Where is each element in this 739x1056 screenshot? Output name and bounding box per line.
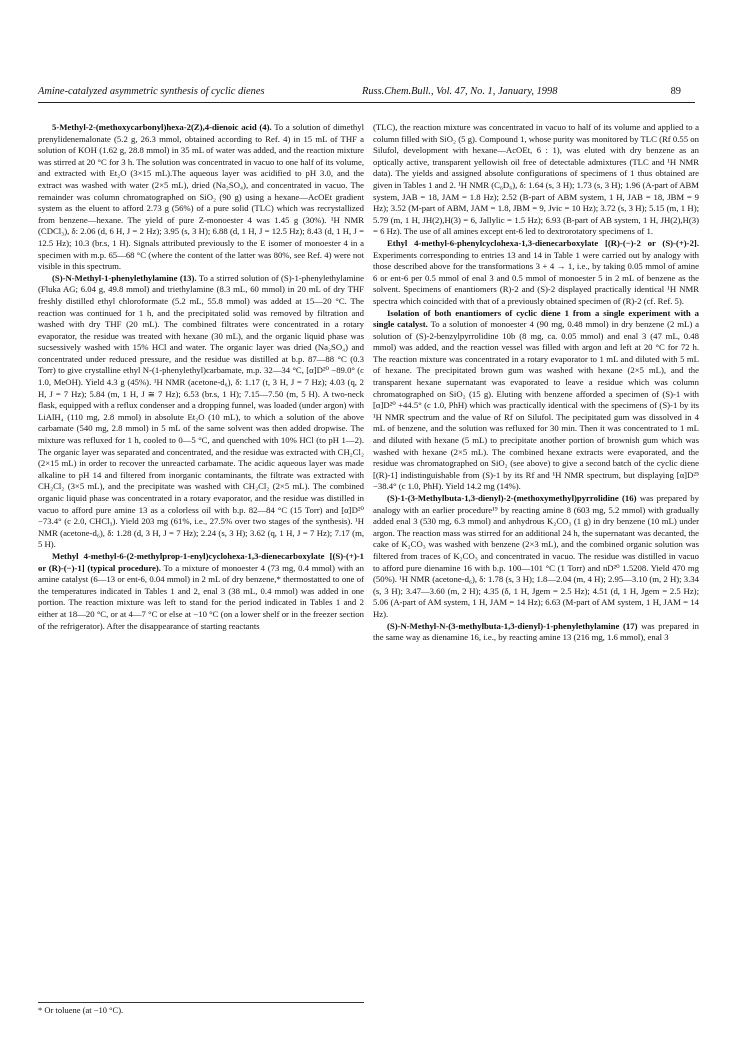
left-column	[38, 122, 364, 1022]
paragraph-text: To a solution of dimethyl prenylidenemalonate (5.2 g, 26.3 mmol, obtained according to Ref. 4) in 15 mL of THF a solution of KOH (1.62 g, 28.8 mmol) in 35 mL of water was added, and the reaction mixture was stirred at 20 °C for 3 h. The solution was concentrated in vacuo to one half of its volume, and extracted with Et₂O (3×15 mL).The aqueous layer was acidified to pH 3.0, and the extract was washed with water (2×5 mL), dried (Na₂SO₄), and concentrated in vacuo. The remainder was column chromatographed on SiO₂ (90 g) using a hexane—AcOEt gradient system as the eluent to afford 2.73 g (56%) of a pure solid (TLC) which was recrystallized from benzene—hexane. The yield of pure Z-monoester 4 was 1.45 g (30%). ¹H NMR (CDCl₃), δ: 2.06 (d, 6 H, J = 2 Hz); 3.95 (s, 3 H); 6.88 (d, 1 H, J = 12.5 Hz); 8.43 (d, 1 H, J = 12.5 Hz); 10.3 (br.s, 1 H). Signals attributed previously to the E isomer of monoester 4 in a specimen with m.p. 65—68 °C (where the content of the latter was 80%, see Ref. 4) were not visible in this spectrum.	[38, 122, 364, 272]
paragraph-text: To a mixture of monoester 4 (73 mg, 0.4 mmol) with an amine catalyst (6—13 or ent-6, 0.04 mmol) in 2 mL of dry benzene,* thermostatted to one of the temperatures indicated in Tables 1 and 2, enal 3 (38 mL, 0.4 mmol) was added in one portion. The reaction mixture was left to stand for the period indicated in Tables 1 and 2 either at 18—20 °C, or at 4—7 °C or else at −10 °C (on a lower shelf or in the freezer section of the refrigerator). After the disappearance of starting reactants	[38, 562, 364, 631]
paragraph-text: To a stirred solution of (S)-1-phenylethylamine (Fluka AG; 6.04 g, 49.8 mmol) and triethylamine (8.3 mL, 60 mmol) in 20 mL of dry THF freshly distilled ethyl chloroformate (5.2 mL, 55.8 mmol) was added at 15—20 °C. The reaction was continued for 1 h, and the precipitated solid was removed by filtration and washed with dry THF (20 mL). The combined filtrates were concentrated in a rotary evaporator, the residue was treated with hexane (30 mL), and the organic liquid phase was sucsessively washed with 15% HCl and water. The organic layer was dried (Na₂SO₄) and concentrated under reduced pressure, and the residue was distilled at b.p. 87—88 °C (0.3 Torr) to give crystalline ethyl N-(1-phenylethyl)carbamate, m.p. 32—34 °C, [α]D²⁰ −89.0° (c 1.0, MeOH). Yield 4.3 g (45%). ¹H NMR (acetone-d₆), δ: 1.17 (t, 3 H, J = 7 Hz); 4.03 (q, 2 H, J = 7 Hz); 5.84 (m, 1 H, J ≅ 7 Hz); 6.53 (br.s, 1 H); 7.15—7.50 (m, 5 H). A two-neck flask, equipped with a reflux condenser and a dropping funnel, was loaded (under argon) with LiAlH₄ (110 mg, 2.8 mmol) in absolute Et₂O (10 mL), to which a solution of the above carbamate (540 mg, 2.8 mmol) in 5 mL of the same solvent was then added dropwise. The mixture was refluxed for 1 h, cooled to 0—5 °C, and quenched with 10% HCl (to pH 1—2). The organic layer was separated and concentrated, and the residue was extracted with CH₂Cl₂ (2×15 mL) in order to recover the unreacted carbamate. The acidic aqueous layer was made alkaline to pH 14 and filtered from inorganic contaminants, the filtrate was extracted with CH₂Cl₂ (3×5 mL), and the precipitate was washed with CH₂Cl₂ (2×5 mL). The combined organic liquid phase was concentrated in a rotary evaporator, and the residue was distilled in vacuo to afford pure amine 13 as a colorless oil with b.p. 82—84 °C (15 Torr) and [α]D²⁰ −73.4° (c 2.0, CHCl₃). Yield 203 mg (61%, i.e., 27.5% over two stages of the synthesis). ¹H NMR (acetone-d₆), δ: 1.28 (d, 3 H, J = 7 Hz); 2.24 (s, 3 H); 3.62 (q, 1 H, J = 7 Hz); 7.17 (m, 5 H).	[38, 272, 364, 550]
paragraph	[38, 551, 364, 632]
paragraph	[373, 493, 699, 621]
footnote-text: * Or toluene (at −10 °C).	[38, 1005, 124, 1015]
paragraph-text: was prepared by analogy with an earlier procedure¹⁹ by reacting amine 8 (603 mg, 5.2 mmol) with gradually added enal 3 (530 mg, 6.3 mmol) and anhydrous K₂CO₃ (1 g) in dry benzene (10 mL) under argon. The reaction mass was stirred for an additional 24 h, the supernatant was decanted, the cake of K₂CO₃ was washed with benzene (2×3 mL), and the combined organic solution was filtered from traces of K₂CO₃ and concentrated in vacuo. The residue was distilled in vacuo to afford pure dienamine 16 with b.p. 100—101 °C (1 Torr) and nD²⁰ 1.5208. Yield 470 mg (50%). ¹H NMR (acetone-d₆), δ: 1.78 (s, 3 H); 1.8—2.04 (m, 4 H); 2.95—3.10 (m, 2 H); 3.34 (s, 3 H); 3.47—3.60 (m, 2 H); 4.35 (δ, 1 H, Jgem = 2.5 Hz); 4.51 (d, 1 H, Jgem = 2.5 Hz); 5.06 (A-part of AM system, 1 H, JAM = 14 Hz); 6.63 (M-part of AM system, 1 H, JAM = 14 Hz).	[373, 493, 699, 619]
paragraph-heading: (S)-N-Methyl-1-phenylethylamine (13).	[52, 272, 197, 283]
page-number: 89	[670, 86, 681, 97]
running-header	[38, 86, 695, 103]
running-title: Amine-catalyzed asymmetric synthesis of cyclic dienes	[38, 86, 265, 97]
paragraph-text: Experiments corresponding to entries 13 and 14 in Table 1 were carried out by analogy with those described above for the transformations 3 + 4 → 1, i.e., by taking 0.05 mmol of amine 6 or ent-6 per 0.5 mmol of enal 3 and 0.5 mmol of monoester 5 in 2 mL of benzene as the solvent. Specimens of enantiomers (R)-2 and (S)-2 displayed practically identical ¹H NMR spectra which coincided with that of a previously obtained specimen of (R)-2 (cf. Ref. 5).	[373, 249, 699, 306]
paragraph	[373, 122, 699, 238]
paragraph-heading: Methyl 4-methyl-6-(2-methylprop-1-enyl)cyclohexa-1,3-dienecarboxylate [(S)-(+)-1 or (R)-(−)-1] (typical procedure).	[38, 550, 364, 573]
paragraph	[373, 238, 699, 308]
journal-citation: Russ.Chem.Bull., Vol. 47, No. 1, January, 1998	[362, 86, 558, 97]
paragraph-heading: 5-Methyl-2-(methoxycarbonyl)hexa-2(Z),4-dienoic acid (4).	[52, 122, 272, 132]
paragraph	[38, 273, 364, 551]
paragraph-heading: Ethyl 4-methyl-6-phenylcyclohexa-1,3-dienecarboxylate [(R)-(−)-2 or (S)-(+)-2].	[387, 237, 699, 248]
paragraph-text: To a solution of monoester 4 (90 mg, 0.48 mmol) in dry benzene (2 mL) a solution of (S)-2-benzylpyrrolidine 10b (8 mg, ca. 0.05 mmol) and enal 3 (47 mL, 0.48 mmol) was added, and the reaction vessel was filled with argon and left at 20 °C for 72 h. The reaction mixture was concentrated in a rotary evaporator to 1 mL and diluted with 5 mL of hexane. The precipitated brown gum was washed with hexane (2×5 mL), and the transparent hexane supernatant was evaporated to leave a residue which was column chromatographed on SiO₂ (15 g). Eluting with benzene afforded a specimen of (S)-1 with [α]D²⁰ +44.5° (c 1.0, PhH) which was practically identical with the specimens of (S)-1 by its ¹H NMR spectrum and the value of Rf on Silufol. The pecipitated gum was dissolved in 4 mL of benzene, and the solution was refluxed for 30 min. Then it was concentrated to 1 mL and diluted with hexane (5 mL) to precipitate another portion of brownish gum which was washed with hexane (2×5 mL). The combined hexane extracts were evaporated, and the residue was chromatographed on SiO₂ (see above) to give a second batch of the cyclic diene [(R)-1] indistinguishable from (S)-1 by its Rf and ¹H NMR spectrum, but displaying [α]D²⁵ −38.4° (c 1.0, PhH). Yield 14.2 mg (14%).	[373, 319, 699, 492]
paragraph	[373, 308, 699, 494]
paragraph	[38, 122, 364, 273]
paragraph-heading: (S)-1-(3-Methylbuta-1,3-dienyl)-2-(methoxymethyl)pyrrolidine (16)	[387, 493, 637, 503]
right-column	[373, 122, 699, 1022]
paragraph-heading: Isolation of both enantiomers of cyclic diene 1 from a single experiment with a single catalyst.	[373, 307, 699, 330]
paragraph-heading: (S)-N-Methyl-N-(3-methylbuta-1,3-dienyl)-1-phenylethylamine (17)	[387, 620, 638, 631]
footnote	[38, 1002, 364, 1015]
paragraph	[373, 621, 699, 644]
paragraph-text: was prepared in the same way as dienamine 16, i.e., by reacting amine 13 (216 mg, 1.6 mmol), enal 3	[373, 620, 699, 643]
paragraph-text: (TLC), the reaction mixture was concentrated in vacuo to half of its volume and applied to a column filled with SiO₂ (5 g). Compound 1, whose purity was monitored by TLC (Rf 0.55 on Silufol, development with hexane—AcOEt, 6 : 1), was eluted with dry benzene as an optically active, transparent yellowish oil free of detectable admixtures (TLC and ¹H NMR data). The yields and assigned absolute configurations of specimens of 1 thus obtained are given in Tables 1 and 2. ¹H NMR (C₆D₆), δ: 1.64 (s, 3 H); 1.73 (s, 3 H); 1.96 (A-part of ABM system, JAB = 18, JAM = 1.8 Hz); 2.52 (B-part of ABM system, 1 H, JAB = 18, JBM = 9 Hz); 3.52 (M-part of ABM, JAM = 1.8, JBM = 9, Jvic = 10 Hz); 3.72 (s, 3 H); 5.15 (m, 1 H); 5.79 (m, 1 H, JH(2),H(3) = 6, Jallylic = 1.5 Hz); 6.93 (B-part of AB system, 1 H, JH(2),H(3) = 6 Hz). The use of all amines except ent-6 led to dextrorotatory specimens of 1.	[373, 122, 699, 237]
